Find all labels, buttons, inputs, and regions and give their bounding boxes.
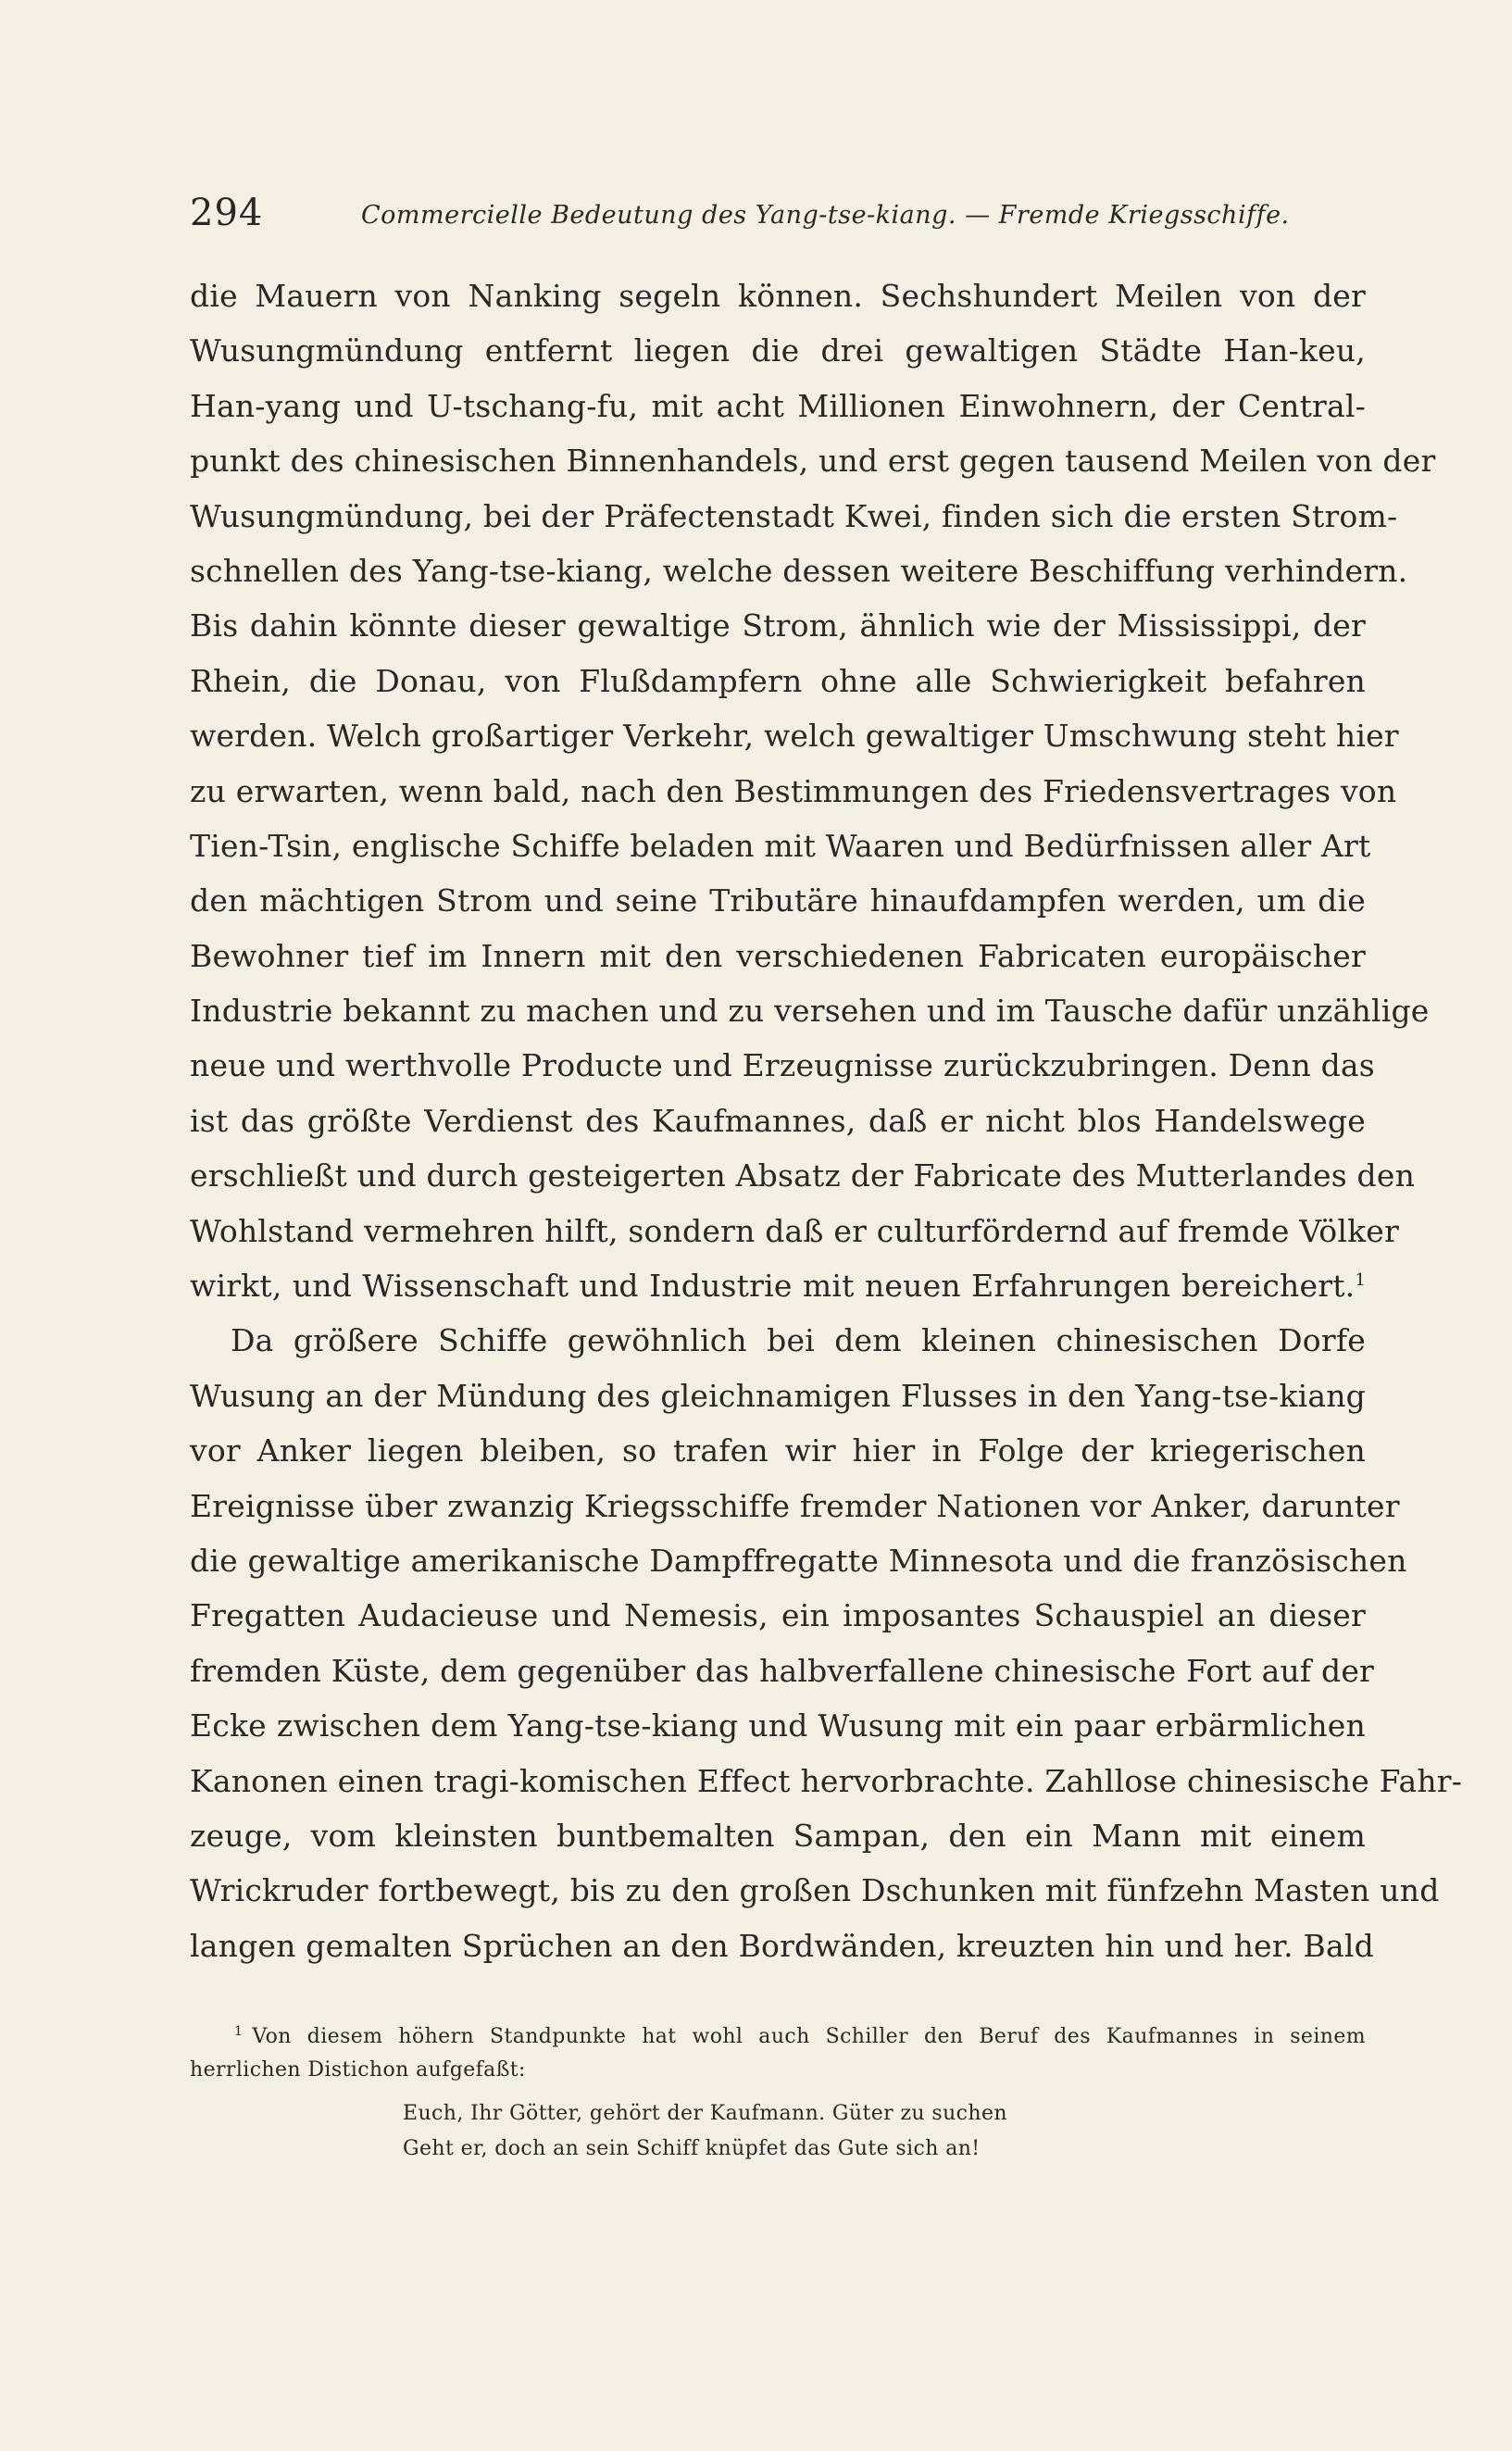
body-text bbox=[190, 269, 1463, 1973]
body-line: Bis dahin könnte dieser gewaltige Strom, ähnlich wie der Mississippi, der bbox=[190, 607, 1366, 644]
body-line: zeuge, vom kleinsten buntbemalten Sampan, den ein Mann mit einem bbox=[190, 1817, 1366, 1854]
body-line: Wrickruder fortbewegt, bis zu den großen Dschunken mit fünfzehn Masten und bbox=[190, 1872, 1440, 1909]
body-line: werden. Welch großartiger Verkehr, welch gewaltiger Umschwung steht hier bbox=[190, 718, 1399, 755]
footnote-line bbox=[190, 2020, 1366, 2054]
body-line: ist das größte Verdienst des Kaufmannes, daß er nicht blos Handelswege bbox=[190, 1102, 1366, 1139]
body-line: fremden Küste, dem gegenüber das halbverfallene chinesische Fort auf der bbox=[190, 1652, 1375, 1689]
body-line: Wusungmündung, bei der Präfectenstadt Kwei, finden sich die ersten Strom- bbox=[190, 497, 1398, 534]
running-head: Commercielle Bedeutung des Yang-tse-kiang. — Fremde Kriegsschiffe. bbox=[361, 201, 1290, 230]
page-header bbox=[190, 185, 1384, 241]
body-line: punkt des chinesischen Binnenhandels, und erst gegen tausend Meilen von der bbox=[190, 443, 1436, 480]
body-line: Wusungmündung entfernt liegen die drei gewaltigen Städte Han-keu, bbox=[190, 332, 1366, 369]
body-line: Da größere Schiffe gewöhnlich bei dem kleinen chinesischen Dorfe bbox=[231, 1322, 1366, 1359]
body-line: Bewohner tief im Innern mit den verschiedenen Fabricaten europäischer bbox=[190, 937, 1366, 974]
body-line: langen gemalten Sprüchen an den Bordwänden, kreuzten hin und her. Bald bbox=[190, 1927, 1374, 1964]
body-line: die Mauern von Nanking segeln können. Sechshundert Meilen von der bbox=[190, 278, 1366, 314]
footnote-reference: 1 bbox=[1355, 1270, 1366, 1291]
body-line: den mächtigen Strom und seine Tributäre hinaufdampfen werden, um die bbox=[190, 882, 1366, 919]
body-line: Kanonen einen tragi-komischen Effect hervorbrachte. Zahllose chinesische Fahr- bbox=[190, 1762, 1463, 1799]
body-line: Wusung an der Mündung des gleichnamigen Flusses in den Yang-tse-kiang bbox=[190, 1377, 1366, 1414]
body-line: die gewaltige amerikanische Dampffregatte Minnesota und die französischen bbox=[190, 1542, 1407, 1579]
body-line: schnellen des Yang-tse-kiang, welche dessen weitere Beschiffung verhindern. bbox=[190, 552, 1408, 589]
footnote-line: herrlichen Distichon aufgefaßt: bbox=[190, 2058, 526, 2082]
footnote-verse-line: Geht er, doch an sein Schiff knüpfet das Gute sich an! bbox=[403, 2137, 981, 2160]
footnote bbox=[190, 2020, 1366, 2167]
body-line-text: wirkt, und Wissenschaft und Industrie mit neuen Erfahrungen bereichert. bbox=[190, 1268, 1356, 1305]
body-line: Wohlstand vermehren hilft, sondern daß er culturfördernd auf fremde Völker bbox=[190, 1212, 1399, 1249]
body-line: Tien-Tsin, englische Schiffe beladen mit Waaren und Bedürfnissen aller Art bbox=[190, 827, 1371, 864]
body-line: Ereignisse über zwanzig Kriegsschiffe fremder Nationen vor Anker, darunter bbox=[190, 1487, 1400, 1524]
body-line: neue und werthvolle Producte und Erzeugnisse zurückzubringen. Denn das bbox=[190, 1047, 1375, 1084]
body-line: Fregatten Audacieuse und Nemesis, ein imposantes Schauspiel an dieser bbox=[190, 1597, 1366, 1634]
footnote-verse-line: Euch, Ihr Götter, gehört der Kaufmann. Güter zu suchen bbox=[403, 2102, 1007, 2125]
body-line: erschließt und durch gesteigerten Absatz der Fabricate des Mutterlandes den bbox=[190, 1157, 1416, 1194]
body-line: Industrie bekannt zu machen und zu versehen und im Tausche dafür unzählige bbox=[190, 993, 1430, 1030]
body-line: Rhein, die Donau, von Flußdampfern ohne alle Schwierigkeit befahren bbox=[190, 662, 1366, 699]
body-line: Han-yang und U-tschang-fu, mit acht Millionen Einwohnern, der Central- bbox=[190, 387, 1366, 424]
body-line-with-footnote-ref bbox=[190, 1258, 1366, 1313]
footnote-mark: 1 bbox=[234, 2023, 244, 2039]
footnote-line-text: Von diesem höhern Standpunkte hat wohl auch Schiller den Beruf des Kaufmannes in seinem bbox=[252, 2025, 1366, 2048]
body-line: Ecke zwischen dem Yang-tse-kiang und Wusung mit ein paar erbärmlichen bbox=[190, 1707, 1366, 1744]
body-line: zu erwarten, wenn bald, nach den Bestimmungen des Friedensvertrages von bbox=[190, 772, 1397, 809]
body-line: vor Anker liegen bleiben, so trafen wir hier in Folge der kriegerischen bbox=[190, 1432, 1366, 1469]
page-number: 294 bbox=[190, 192, 264, 234]
